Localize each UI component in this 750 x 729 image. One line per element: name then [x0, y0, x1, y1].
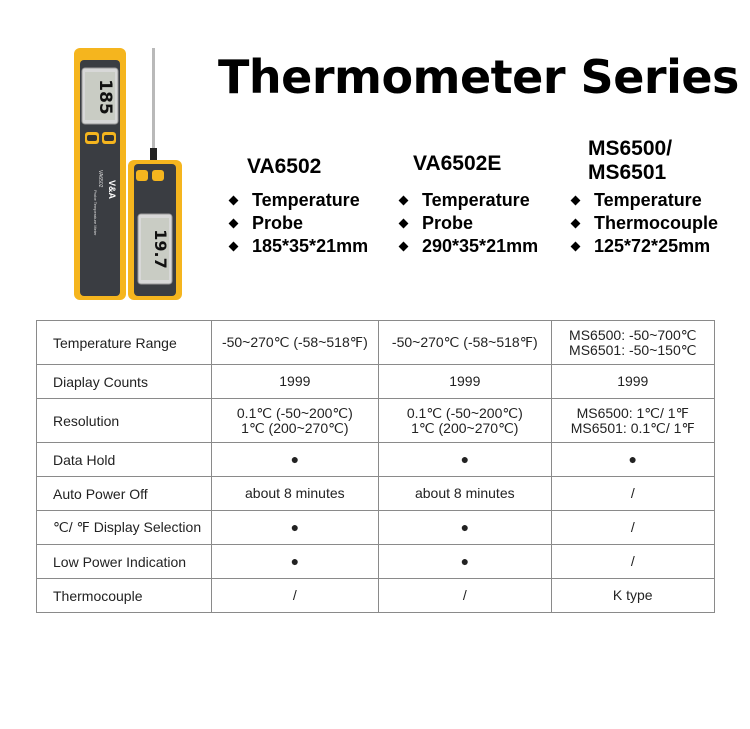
bullet-dot: ●	[211, 443, 378, 477]
svg-text:VA6502: VA6502	[97, 170, 103, 188]
row-label: Low Power Indication	[37, 545, 212, 579]
table-cell: -50~270℃ (-58~518℉)	[379, 321, 551, 365]
table-cell: K type	[551, 579, 714, 613]
table-cell: 0.1℃ (-50~200℃) 1℃ (200~270℃)	[379, 399, 551, 443]
feature-item: Temperature	[228, 189, 368, 212]
row-label: Diaplay Counts	[37, 365, 212, 399]
table-cell: about 8 minutes	[211, 477, 378, 511]
table-row	[37, 579, 715, 613]
row-label: ℃/ ℉ Display Selection	[37, 511, 212, 545]
table-row	[37, 399, 715, 443]
feature-item: Thermocouple	[570, 212, 718, 235]
spec-table	[36, 320, 715, 613]
table-cell: 1999	[379, 365, 551, 399]
row-label: Resolution	[37, 399, 212, 443]
page-title: Thermometer Series	[218, 50, 739, 104]
feature-list-2	[398, 189, 538, 258]
table-row	[37, 321, 715, 365]
thermometer-illustration	[66, 40, 190, 306]
table-row	[37, 443, 715, 477]
product-image	[66, 40, 190, 306]
bullet-dot: ●	[379, 545, 551, 579]
table-cell: MS6500: -50~700℃ MS6501: -50~150℃	[551, 321, 714, 365]
bullet-dot: ●	[379, 443, 551, 477]
table-cell: /	[211, 579, 378, 613]
feature-item: Probe	[398, 212, 538, 235]
feature-list-1	[228, 189, 368, 258]
table-cell: -50~270℃ (-58~518℉)	[211, 321, 378, 365]
svg-text:V&A: V&A	[107, 180, 117, 200]
bullet-dot: ●	[211, 511, 378, 545]
svg-text:185: 185	[95, 79, 115, 115]
table-cell: /	[551, 511, 714, 545]
feature-list-3	[570, 189, 718, 258]
table-row	[37, 545, 715, 579]
row-label: Thermocouple	[37, 579, 212, 613]
row-label: Temperature Range	[37, 321, 212, 365]
feature-item: 185*35*21mm	[228, 235, 368, 258]
table-cell: 1999	[551, 365, 714, 399]
svg-text:19.7: 19.7	[151, 229, 170, 269]
bullet-dot: ●	[211, 545, 378, 579]
model-name-3: MS6500/ MS6501	[588, 137, 673, 184]
table-row	[37, 477, 715, 511]
row-label: Auto Power Off	[37, 477, 212, 511]
table-cell: MS6500: 1℃/ 1℉ MS6501: 0.1℃/ 1℉	[551, 399, 714, 443]
feature-item: Temperature	[398, 189, 538, 212]
table-cell: /	[379, 579, 551, 613]
row-label: Data Hold	[37, 443, 212, 477]
table-cell: about 8 minutes	[379, 477, 551, 511]
bullet-dot: ●	[551, 443, 714, 477]
svg-text:Probe Temperature Meter: Probe Temperature Meter	[93, 190, 98, 236]
table-row	[37, 365, 715, 399]
model-name-1: VA6502	[247, 155, 322, 178]
feature-item: Temperature	[570, 189, 718, 212]
table-cell: 1999	[211, 365, 378, 399]
model-name-2: VA6502E	[413, 152, 502, 175]
feature-item: 290*35*21mm	[398, 235, 538, 258]
table-cell: /	[551, 477, 714, 511]
table-cell: 0.1℃ (-50~200℃) 1℃ (200~270℃)	[211, 399, 378, 443]
feature-item: 125*72*25mm	[570, 235, 718, 258]
table-row	[37, 511, 715, 545]
bullet-dot: ●	[379, 511, 551, 545]
table-cell: /	[551, 545, 714, 579]
feature-item: Probe	[228, 212, 368, 235]
